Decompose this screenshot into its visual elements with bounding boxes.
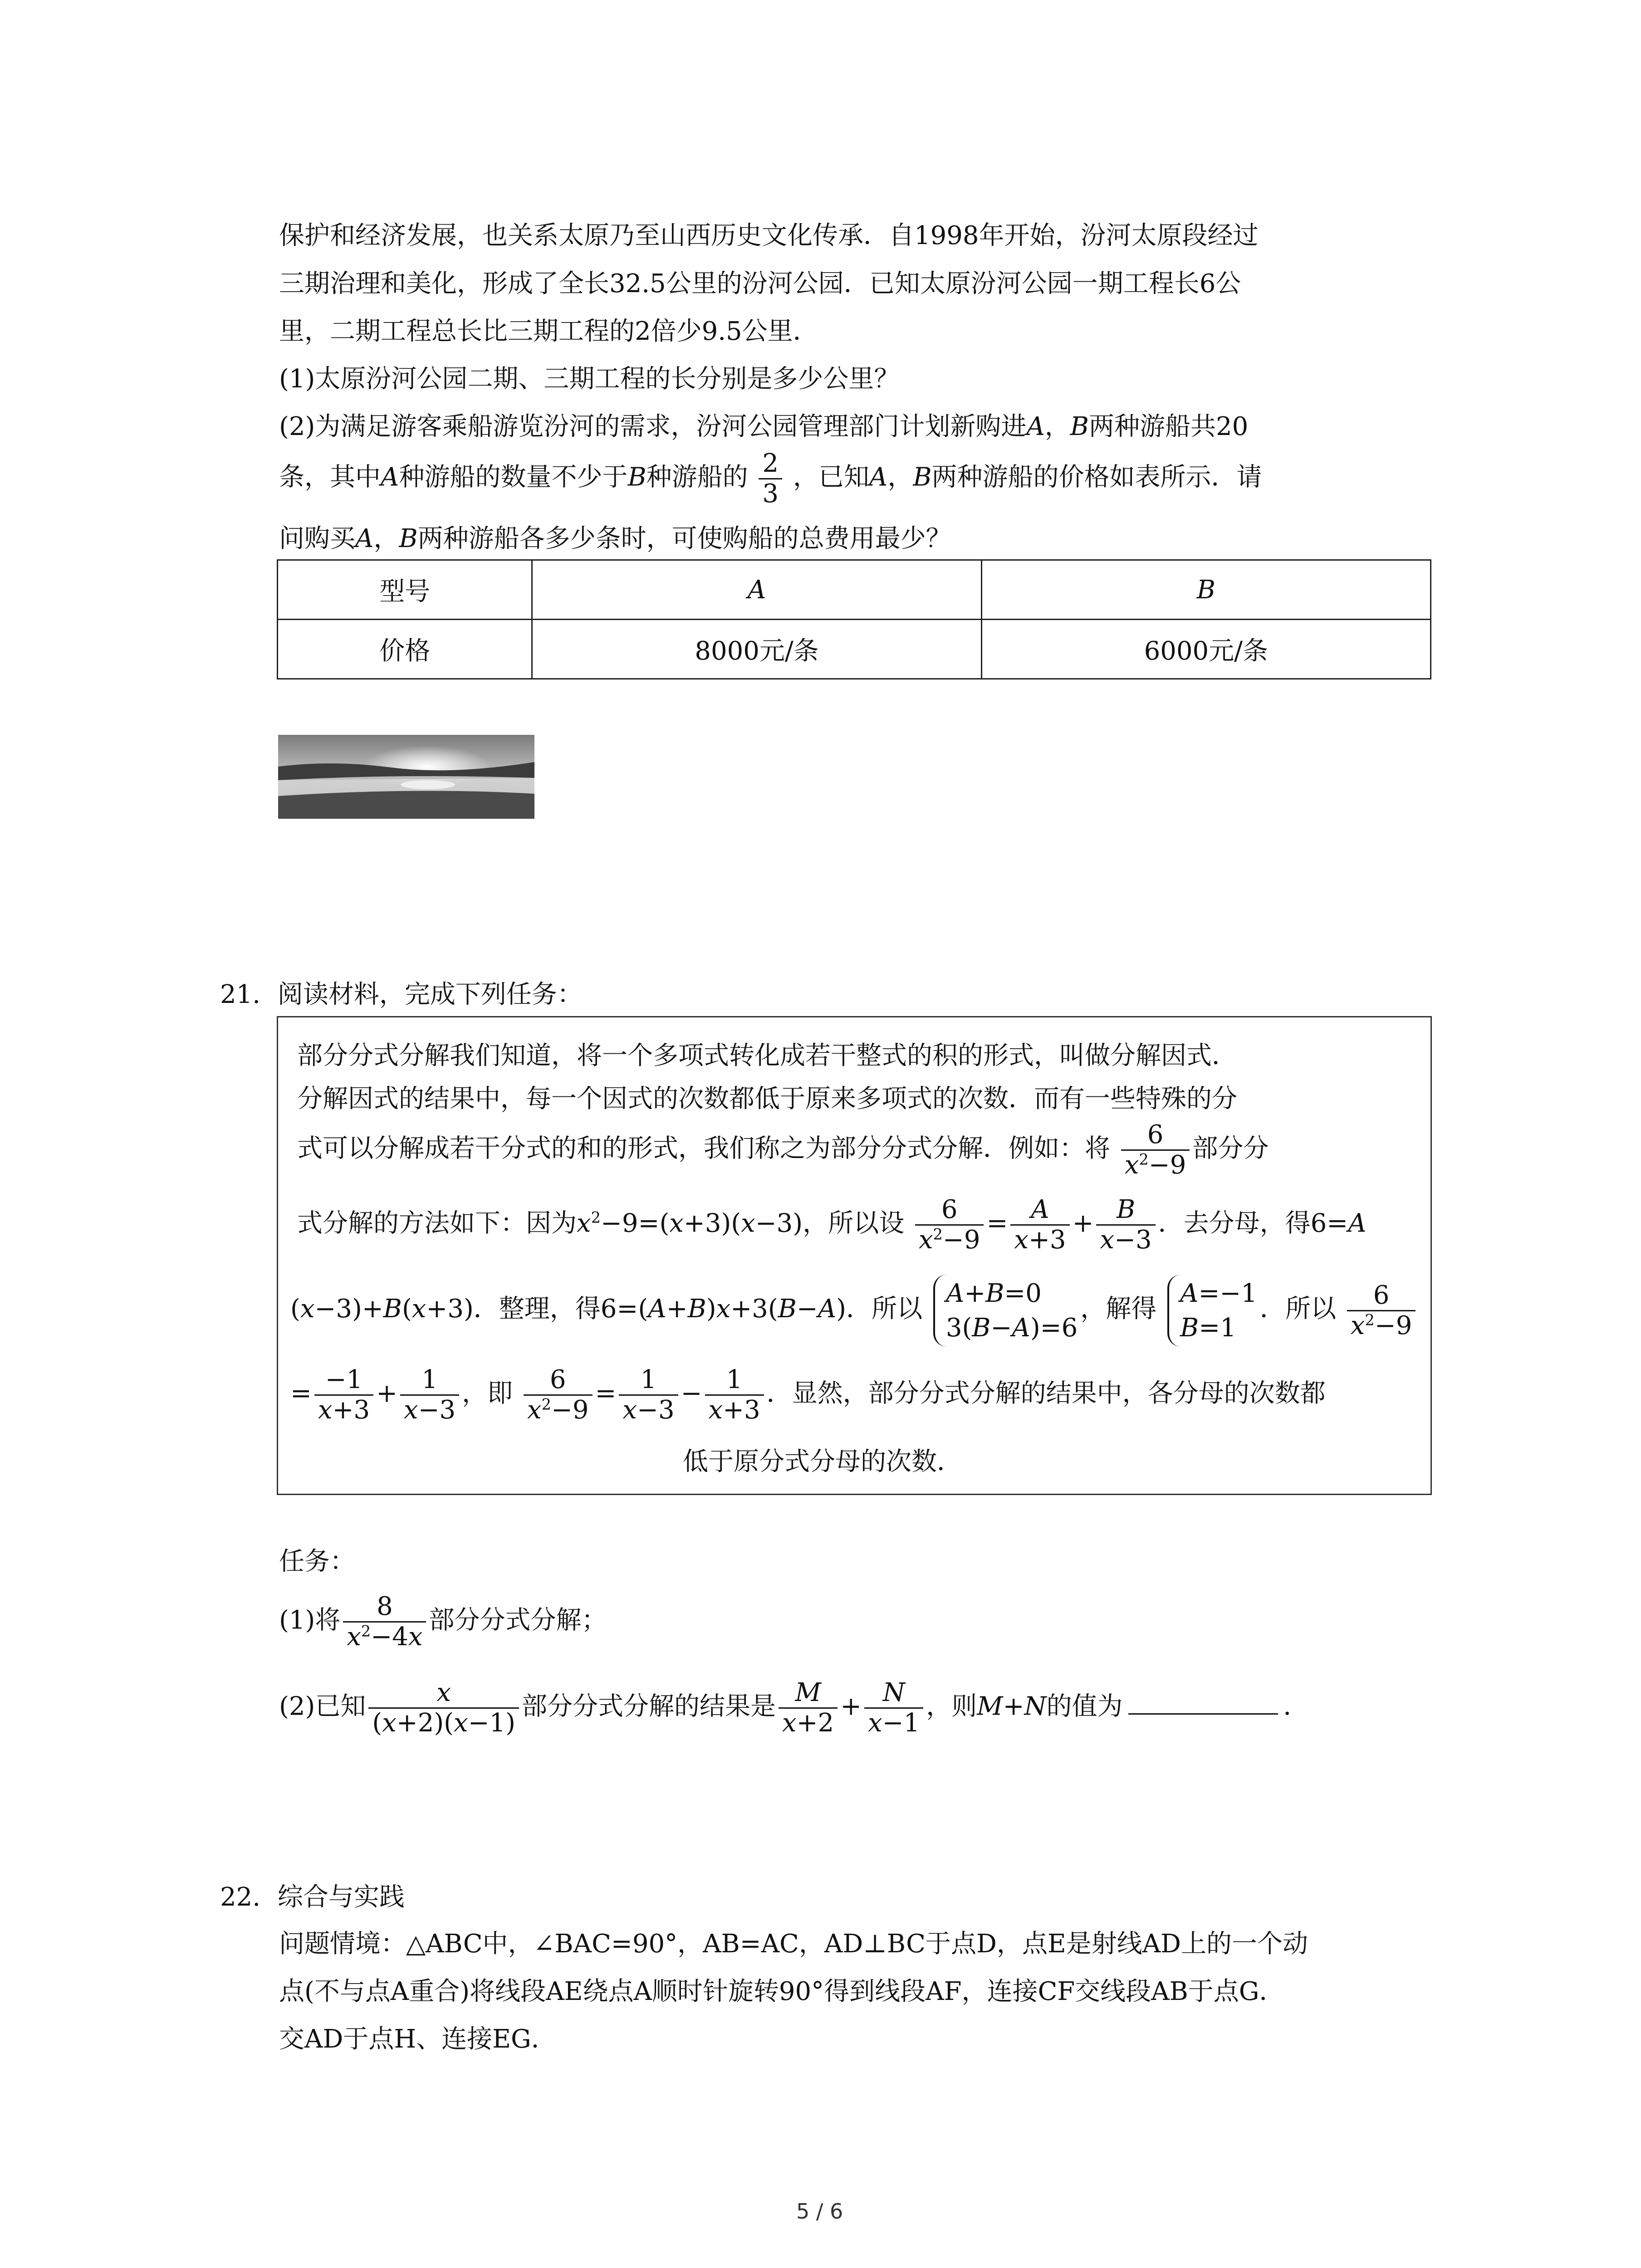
table-row: [278, 560, 1431, 620]
material-text-5c: ，解得: [1080, 1294, 1157, 1324]
fraction: $\frac{N}{x-1}$: [864, 1678, 923, 1738]
material-line-3: [297, 1120, 1269, 1180]
q20-part-2-text-h: 问购买: [279, 524, 355, 553]
q20-line-3: 里，二期工程总长比三期工程的2倍少9.5公里．: [279, 317, 818, 346]
q20-part-1: (1)太原汾河公园二期、三期工程的长分别是多少公里？: [279, 364, 900, 394]
fraction: $\frac{-1}{x+3}$: [314, 1365, 373, 1425]
material-text-4c: ．去分母，得6=: [1158, 1208, 1348, 1238]
q22-heading: [220, 1882, 405, 1912]
task-1: [279, 1592, 607, 1652]
material-line-4: 式分解的方法如下：因为$x^2-9=(x+3)(x-3)$，所以设 $\frac{6}{x^2-9}$ = $\frac{A}{x+3}$ + $\frac{B}{x-3}$ ．去分母，得6=A: [297, 1195, 1367, 1255]
fraction: $\frac{6}{x^2-9}$: [524, 1365, 593, 1425]
fraction: $\frac{1}{x+3}$: [705, 1365, 764, 1425]
table-row: [278, 620, 1431, 679]
material-text-5: ．整理，得6=: [473, 1294, 638, 1324]
material-text-6c: ．显然，部分分式分解的结果中，各分母的次数都: [766, 1378, 1326, 1408]
fraction: $\frac{6}{x^2-9}$: [1347, 1281, 1416, 1341]
material-text-3-end: 部分分: [1192, 1134, 1269, 1163]
table-cell: 6000元/条: [981, 620, 1430, 679]
task-label: 任务：: [279, 1547, 355, 1576]
q21-title: 阅读材料，完成下列任务：: [277, 980, 583, 1009]
material-line-5: (x−3)+B(x+3)．整理，得6=(A+B)x+3(B−A)．所以 A+B=0 3(B−A)=6 ，解得 A=−1 B=1 ．所以 $\frac{6}{x^2-9}$: [290, 1275, 1418, 1347]
q20-part-2-text-c: 条，其中: [279, 462, 381, 492]
task-2-text-d: 的值为: [1046, 1691, 1123, 1721]
material-line-1: 部分分式分解我们知道，将一个多项式转化成若干整式的积的形式，叫做分解因式．: [297, 1041, 1237, 1070]
fraction: $\frac{8}{x^2-4x}$: [343, 1592, 426, 1652]
fraction: $\frac{M}{x+2}$: [779, 1678, 838, 1738]
fraction: $\frac{6}{x^2-9}$: [915, 1195, 984, 1255]
fraction: $\frac{A}{x+3}$: [1010, 1195, 1069, 1255]
material-text-3: 式可以分解成若干分式的和的形式，我们称之为部分分式分解．例如：将: [297, 1134, 1110, 1163]
q20-part-2-text-a: (2)为满足游客乘船游览汾河的需求，汾河公园管理部门计划新购进: [279, 412, 1027, 441]
material-text-4b: ，所以设: [803, 1208, 905, 1238]
fraction: $\frac{B}{x-3}$: [1096, 1195, 1155, 1255]
q20-line-1: 保护和经济发展，也关系太原乃至山西历史文化传承．自1998年开始，汾河太原段经过: [279, 221, 1259, 250]
q20-part-2-line-2: 条，其中A种游船的数量不少于B种游船的 $\frac{2}{3}$ ，已知A，B两种游船的价格如表所示．请: [279, 449, 1262, 509]
table-cell: A: [532, 560, 981, 620]
table-cell: B: [981, 560, 1430, 620]
q20-line-2: 三期治理和美化，形成了全长32.5公里的汾河公园．已知太原汾河公园一期工程长6公: [279, 269, 1241, 298]
boat-price-table: [277, 559, 1431, 679]
material-text-5b: ．所以: [846, 1294, 922, 1324]
material-line-7: 低于原分式分母的次数．: [683, 1447, 962, 1476]
fraction: $\frac{1}{x-3}$: [619, 1365, 678, 1425]
q22-line-2: 点(不与点A重合)将线段AE绕点A顺时针旋转90°得到线段AF，连接CF交线段AB于点G．: [279, 1977, 1285, 2006]
q20-part-2-text-i: 两种游船各多少条时，可使购船的总费用最少？: [417, 524, 951, 553]
q20-part-2-text-f: ，已知: [793, 462, 869, 492]
q21-number: 21.: [220, 980, 261, 1009]
fraction: $\frac{1}{x-3}$: [400, 1365, 459, 1425]
task-2-text-e: ．: [1283, 1691, 1309, 1721]
material-text-6b: ，即: [462, 1378, 513, 1408]
fraction: $\frac{x}{(x+2)(x-1)}$: [368, 1678, 519, 1738]
task-2-text-c: ，则: [926, 1691, 977, 1721]
fraction: $\frac{6}{x^2-9}$: [1121, 1120, 1190, 1180]
q21-heading: [220, 982, 583, 1007]
table-cell: 型号: [278, 560, 532, 620]
fen-river-photo: [278, 735, 534, 819]
q20-part-2-text-g: 两种游船的价格如表所示．请: [931, 462, 1262, 492]
q20-part-2-line-3: 问购买A，B两种游船各多少条时，可使购船的总费用最少？: [279, 524, 951, 553]
q20-part-2-line-1: (2)为满足游客乘船游览汾河的需求，汾河公园管理部门计划新购进A，B两种游船共20: [279, 412, 1249, 441]
task-1-text-b: 部分分式分解；: [429, 1605, 607, 1635]
fraction-two-thirds: $\frac{2}{3}$: [759, 449, 782, 509]
q22-line-3: 交AD于点H、连接EG．: [279, 2024, 557, 2054]
material-text-5d: ．所以: [1259, 1294, 1336, 1324]
task-2: (2)已知 $\frac{x}{(x+2)(x-1)}$ 部分分式分解的结果是 $\frac{M}{x+2}$ + $\frac{N}{x-1}$ ，则M+N的值为 ．: [279, 1678, 1309, 1738]
material-line-2: 分解因式的结果中，每一个因式的次数都低于原来多项式的次数．而有一些特殊的分: [297, 1084, 1237, 1114]
task-1-text-a: (1)将: [279, 1605, 341, 1635]
solution-system: A=−1 B=1: [1167, 1275, 1257, 1347]
table-cell: 价格: [278, 620, 532, 679]
equation-system: A+B=0 3(B−A)=6: [933, 1275, 1078, 1347]
table-cell: 8000元/条: [532, 620, 981, 679]
q20-part-2-text-b: 两种游船共20: [1088, 412, 1249, 441]
task-2-text-b: 部分分式分解的结果是: [522, 1691, 776, 1721]
page-number: 5 / 6: [796, 2199, 843, 2224]
q20-part-2-text-d: 种游船的数量不少于: [399, 462, 628, 492]
q22-title: 综合与实践: [277, 1882, 405, 1912]
q22-number: 22.: [220, 1882, 261, 1912]
q20-part-2-text-e: 种游船的: [646, 462, 748, 492]
q22-line-1: 问题情境：△ABC中，∠BAC=90°，AB=AC，AD⊥BC于点D，点E是射线AD上的一个动: [279, 1929, 1308, 1959]
material-line-6: = $\frac{-1}{x+3}$ + $\frac{1}{x-3}$ ，即 $\frac{6}{x^2-9}$ = $\frac{1}{x-3}$ − $\frac{1}{x+3}$ ．显然，部分分式分解的结果中，各分母的次数都: [290, 1365, 1326, 1425]
answer-blank[interactable]: [1128, 1691, 1278, 1715]
material-text-4: 式分解的方法如下：因为: [297, 1208, 577, 1238]
task-2-text-a: (2)已知: [279, 1691, 366, 1721]
